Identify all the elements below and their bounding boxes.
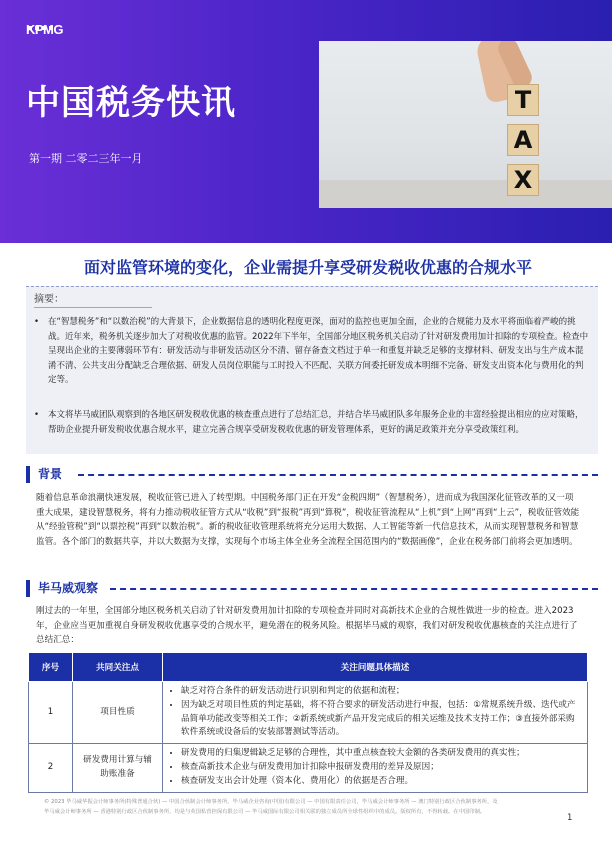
section-header-observation: 毕马威观察 (26, 579, 598, 598)
row-description (163, 682, 588, 744)
footer-line: © 2023 毕马威华振会计师事务所(特殊普通合伙) — 中国合伙制会计师事务所，毕马威企业咨询(中国)有限公司 — 中国有限责任公司，毕马威会计师事务所 — 澳门特别行政区合伙制事务所，及 (44, 799, 498, 805)
block-letter: A (507, 124, 539, 156)
description-item: • 研发费用的归集逻辑缺乏足够的合理性，其中重点核查较大金额的各类研发费用的真实性； (181, 747, 581, 761)
bullet-dot-icon: • (34, 410, 40, 420)
page-number: 1 (567, 813, 573, 823)
block-letter: X (507, 164, 539, 196)
footer-line: 毕马威会计师事务所 — 香港特别行政区合伙制事务所，均是与英国私营担保有限公司 — 毕马威国际有限公司相关联的独立成员所全球性组织中的成员。版权所有，不得转载。在中国印制。 (44, 809, 486, 815)
article-headline: 面对监管环境的变化，企业需提升享受研发税收优惠的合规水平 (83, 258, 532, 277)
copyright-footer (44, 797, 564, 817)
table-header-row (29, 653, 588, 682)
row-topic: 项目性质 (73, 682, 163, 744)
row-number: 1 (29, 682, 73, 744)
background-paragraph: 随着信息革命浪潮快速发展，税收征管已进入了转型期。中国税务部门正在开发“金税四期”（智慧税务），进而成为我国深化征管改革的又一项重大成果，建设智慧税务，将有力推动税收征管方式从“收税”到“报税”再到“算税”，税收征管流程从“上机”到“上网”再到“上云”，税收征管效能从“经验管税”到“以票控税”再到“以数治税”。新的税收征收管理系统将充分运用大数据、人工智能等新一代信息技术，从而实现智慧税务和智慧监管。各个部门的数据共享，并以大数据为支撑，实现每个市场主体全业务全流程全国范围内的“数据画像”，企业在税务部门前将会更加透明。 (36, 493, 580, 547)
issue-date: 第一期 二零二三年一月 (29, 152, 143, 165)
abstract-box (26, 286, 598, 454)
abstract-bullet: • 在“智慧税务”和“以数治税”的大背景下，企业数据信息的透明化程度更深，面对的监控也更加全面，企业的合规能力及水平将面临着严峻的挑战。近年来，税务机关逐步加大了对税收优惠的监管。2022年下半年，全国部分地区税务机关启动了针对研发费用加计扣除的专项检查。检查中呈现出企业的主要薄弱环节有：研发活动与非研发活动区分不清、留存备查文档过于单一和重复并缺乏足够的支撑材料、研发支出与生产成本混淆不清、公共支出分配缺乏合理依据、研发人员岗位职能与工时投入不匹配、关联方间委托研发成本明细不完备、研发支出资本化与费用化的判定等。 (34, 317, 589, 386)
observation-paragraph: 刚过去的一年里，全国部分地区税务机关启动了针对研发费用加计扣除的专项检查并同时对高新技术企业的合规性做进一步的检查。进入2023年，企业应当更加重视自身研发税收优惠享受的合规水平，避免潜在的税务风险。根据毕马威的观察，我们对研发税收优惠核查的关注点进行了总结汇总： (36, 606, 578, 646)
description-item: • 因为缺乏对项目性质的判定基础，将不符合要求的研发活动进行申报，包括：①常规系统升级、迭代或产品简单功能改变等相关工作；②新系统或新产品开发完成后的相关运维及技术支持工作；③直接外部采购软件系统或设备后的安装部署测试等活动。 (181, 699, 581, 740)
focus-points-table (28, 652, 588, 793)
description-item: • 核查研发支出会计处理（资本化、费用化）的依据是否合理。 (181, 775, 581, 789)
section-header-background: 背景 (26, 465, 598, 484)
abstract-bullet: • 本文将毕马威团队观察到的各地区研发税收优惠的核查重点进行了总结汇总，并结合毕马威团队多年服务企业的丰富经验提出相应的应对策略，帮助企业提升研发税收优惠合规水平，建立完善合规享受研发税收优惠的研发管理体系，更好的满足政策并充分享受政策红利。 (34, 410, 584, 435)
kpmg-logo: KPMG (26, 22, 63, 37)
table-row (29, 744, 588, 792)
row-topic: 研发费用计算与辅助账准备 (73, 744, 163, 792)
col-header: 共同关注点 (73, 653, 163, 682)
table-row (29, 682, 588, 744)
col-header: 关注问题具体描述 (163, 653, 588, 682)
newsletter-title: 中国税务快讯 (26, 83, 236, 123)
block-letter: T (507, 84, 539, 116)
abstract-label: 摘要： (34, 294, 64, 305)
bullet-dot-icon: • (34, 317, 40, 327)
description-item: • 核查高新技术企业与研发费用加计扣除申报研发费用的差异及原因； (181, 761, 581, 775)
description-item: • 缺乏对符合条件的研发活动进行识别和判定的依据和流程； (181, 685, 581, 699)
tax-blocks-photo (319, 41, 612, 208)
row-description (163, 744, 588, 792)
col-header: 序号 (29, 653, 73, 682)
hero-banner (0, 0, 612, 243)
row-number: 2 (29, 744, 73, 792)
